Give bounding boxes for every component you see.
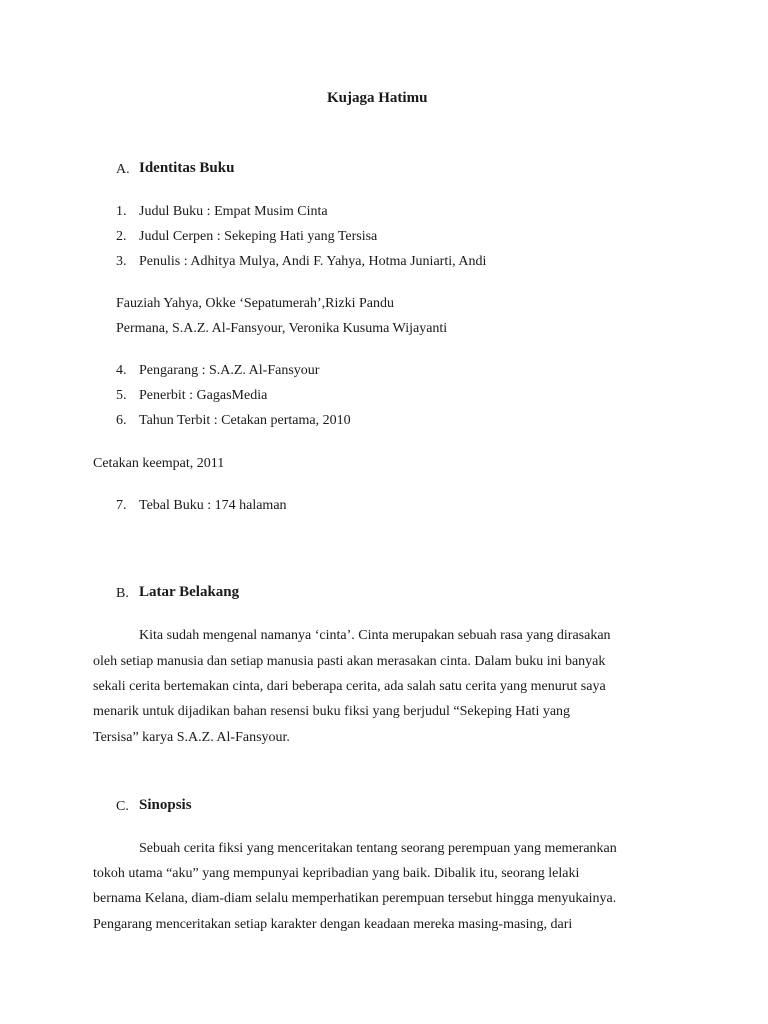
section-a-letter: A. xyxy=(116,162,130,177)
section-a-heading: Identitas Buku xyxy=(139,160,235,176)
list-item-number: 5. xyxy=(116,388,127,403)
list-item-number: 1. xyxy=(116,204,127,219)
paragraph-line: sekali cerita bertemakan cinta, dari beberapa cerita, ada salah satu cerita yang menurut saya xyxy=(93,679,606,694)
edition-note: Cetakan keempat, 2011 xyxy=(93,456,225,471)
page-title: Kujaga Hatimu xyxy=(327,90,428,106)
paragraph-line: Sebuah cerita fiksi yang menceritakan tentang seorang perempuan yang memerankan xyxy=(139,841,617,856)
list-item: Judul Cerpen : Sekeping Hati yang Tersisa xyxy=(139,229,378,244)
list-item: Penulis : Adhitya Mulya, Andi F. Yahya, Hotma Juniarti, Andi xyxy=(139,254,487,269)
list-item-number: 3. xyxy=(116,254,127,269)
list-item-number: 7. xyxy=(116,498,127,513)
section-b-letter: B. xyxy=(116,586,129,601)
section-c-heading: Sinopsis xyxy=(139,797,192,813)
paragraph-line: Kita sudah mengenal namanya ‘cinta’. Cinta merupakan sebuah rasa yang dirasakan xyxy=(139,628,611,643)
list-item-number: 2. xyxy=(116,229,127,244)
paragraph-line: menarik untuk dijadikan bahan resensi buku fiksi yang berjudul “Sekeping Hati yang xyxy=(93,704,571,719)
section-c-letter: C. xyxy=(116,799,129,814)
list-item: Judul Buku : Empat Musim Cinta xyxy=(139,204,328,219)
paragraph-line: bernama Kelana, diam-diam selalu memperhatikan perempuan tersebut hingga menyukainya. xyxy=(93,891,617,906)
paragraph-line: Tersisa” karya S.A.Z. Al-Fansyour. xyxy=(93,730,290,745)
paragraph-line: Pengarang menceritakan setiap karakter dengan keadaan mereka masing-masing, dari xyxy=(93,917,573,932)
authors-continuation-line: Fauziah Yahya, Okke ‘Sepatumerah’,Rizki Pandu xyxy=(116,296,394,311)
list-item: Penerbit : GagasMedia xyxy=(139,388,268,403)
list-item: Tahun Terbit : Cetakan pertama, 2010 xyxy=(139,413,351,428)
section-b-heading: Latar Belakang xyxy=(139,584,240,600)
list-item: Tebal Buku : 174 halaman xyxy=(139,498,287,513)
authors-continuation-line: Permana, S.A.Z. Al-Fansyour, Veronika Kusuma Wijayanti xyxy=(116,321,448,336)
paragraph-line: oleh setiap manusia dan setiap manusia pasti akan merasakan cinta. Dalam buku ini banyak xyxy=(93,654,606,669)
list-item-number: 4. xyxy=(116,363,127,378)
list-item-number: 6. xyxy=(116,413,127,428)
list-item: Pengarang : S.A.Z. Al-Fansyour xyxy=(139,363,320,378)
paragraph-line: tokoh utama “aku” yang mempunyai kepribadian yang baik. Dibalik itu, seorang lelaki xyxy=(93,866,580,881)
